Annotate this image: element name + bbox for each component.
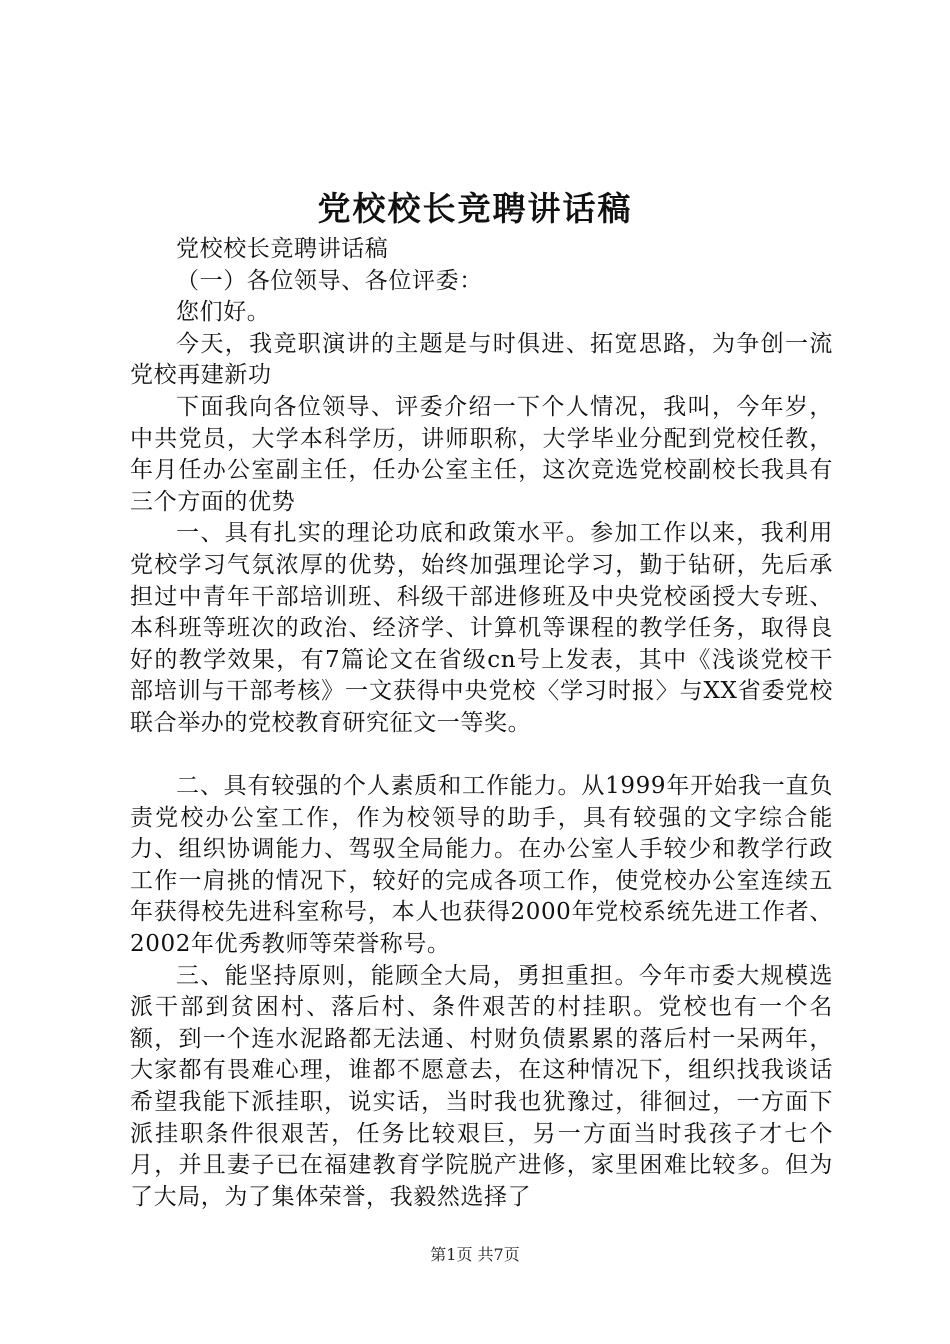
paragraph-theme: 今天，我竞职演讲的主题是与时俱进、拓宽思路，为争创一流党校再建新功	[130, 330, 833, 389]
paragraph-advantage-two: 二、具有较强的个人素质和工作能力。从1999年开始我一直负责党校办公室工作，作为校领导的助手，具有较强的文字综合能力、组织协调能力、驾驭全局能力。在办公室人手较少和教学行政工作一肩挑的情况下，较好的完成各项工作，使党校办公室连续五年获得校先进科室称号，本人也获得2000年党校系统先进工作者、2002年优秀教师等荣誉称号。	[130, 773, 833, 958]
paragraph-advantage-one: 一、具有扎实的理论功底和政策水平。参加工作以来，我利用党校学习气氛浓厚的优势，始终加强理论学习，勤于钻研，先后承担过中青年干部培训班、科级干部进修班及中央党校函授大专班、本科班等班次的政治、经济学、计算机等课程的教学任务，取得良好的教学效果，有7篇论文在省级cn号上发表，其中《浅谈党校干部培训与干部考核》一文获得中央党校〈学习时报〉与XX省委党校联合举办的党校教育研究征文一等奖。	[130, 520, 833, 736]
paragraph-heading: 党校校长竞聘讲话稿	[176, 236, 389, 262]
paragraph-advantage-three: 三、能坚持原则，能顾全大局，勇担重担。今年市委大规模选派干部到贫困村、落后村、条件艰苦的村挂职。党校也有一个名额，到一个连水泥路都无法通、村财负债累累的落后村一呆两年，大家都有畏难心理，谁都不愿意去，在这种情况下，组织找我谈话希望我能下派挂职，说实话，当时我也犹豫过，徘徊过，一方面下派挂职条件很艰苦，任务比较艰巨，另一方面当时我孩子才七个月，并且妻子已在福建教育学院脱产进修，家里困难比较多。但为了大局，为了集体荣誉，我毅然选择了	[130, 962, 833, 1210]
paragraph-salutation: （一）各位领导、各位评委：	[176, 267, 483, 294]
document-body	[130, 234, 833, 1213]
page-footer: 第1页 共7页	[430, 1245, 520, 1264]
paragraph-introduction: 下面我向各位领导、评委介绍一下个人情况，我叫，今年岁，中共党员，大学本科学历，讲师职称，大学毕业分配到党校任教，年月任办公室副主任，任办公室主任，这次竞选党校副校长我具有三个方面的优势	[130, 393, 833, 515]
document-title: 党校校长竞聘讲话稿	[317, 189, 633, 228]
paragraph-greeting: 您们好。	[176, 299, 271, 326]
